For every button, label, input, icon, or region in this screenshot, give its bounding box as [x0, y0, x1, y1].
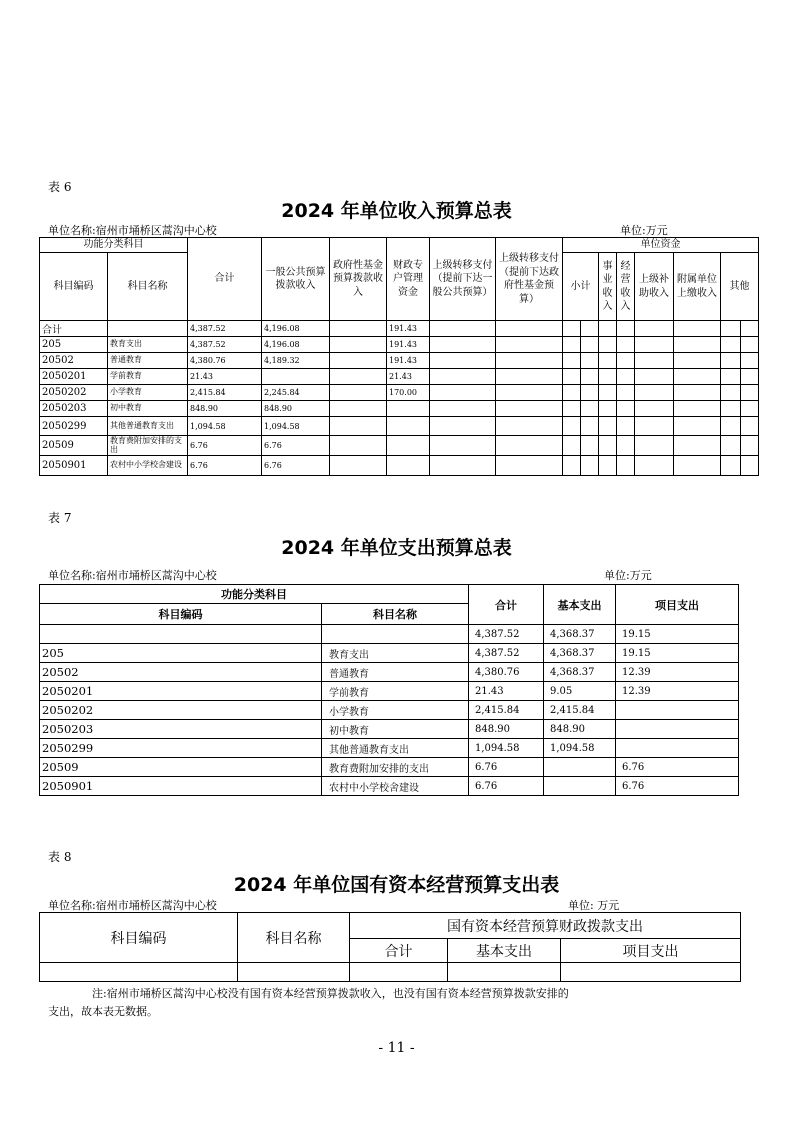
cell-empty	[350, 963, 448, 982]
table-row	[40, 369, 759, 385]
cell-code: 2050299	[40, 739, 322, 758]
cell-code: 2050202	[40, 385, 108, 401]
cell-general-budget: 848.90	[262, 401, 330, 417]
cell-total: 6.76	[469, 758, 544, 777]
table7-unit-name: 单位名称:宿州市埇桥区蒿沟中心校	[48, 569, 217, 582]
cell-affiliate-income	[674, 436, 721, 456]
cell-total: 848.90	[469, 720, 544, 739]
header-name: 科目名称	[238, 913, 350, 963]
cell-empty	[448, 963, 561, 982]
cell-code: 2050203	[40, 720, 322, 739]
cell-basic-expenditure	[544, 777, 616, 796]
cell-subtotal	[581, 353, 599, 369]
cell-basic-expenditure: 2,415.84	[544, 701, 616, 720]
cell-affiliate-income	[674, 417, 721, 436]
cell-code: 合计	[40, 321, 108, 337]
cell-code	[40, 625, 322, 644]
cell-code: 20509	[40, 758, 322, 777]
cell-project-expenditure: 19.15	[616, 625, 739, 644]
cell-transfer-fund	[496, 321, 563, 337]
table7-title: 2024 年单位支出预算总表	[281, 537, 512, 559]
cell-operating-income	[617, 417, 635, 436]
cell-gov-fund	[330, 436, 387, 456]
header-code: 科目编码	[40, 253, 108, 321]
cell-name: 农村中小学校舍建设	[108, 456, 188, 476]
cell-transfer-general	[430, 401, 496, 417]
cell-other	[741, 337, 759, 353]
cell-name: 其他普通教育支出	[322, 739, 469, 758]
cell-general-budget: 4,196.08	[262, 337, 330, 353]
table-row	[40, 321, 759, 337]
cell-subsidy-income	[635, 353, 674, 369]
table-row	[40, 456, 759, 476]
cell-other	[721, 417, 741, 436]
cell-other	[721, 337, 741, 353]
cell-subsidy-income	[635, 417, 674, 436]
cell-project-expenditure	[616, 739, 739, 758]
cell-total: 4,380.76	[188, 353, 262, 369]
header-gov-fund: 政府性基金预算拨款收入	[330, 238, 387, 321]
cell-special-account: 191.43	[387, 353, 430, 369]
cell-gov-fund	[330, 456, 387, 476]
cell-subtotal	[581, 456, 599, 476]
cell-subtotal	[563, 417, 581, 436]
header-total: 合计	[350, 939, 448, 963]
cell-other	[721, 401, 741, 417]
header-basic-expenditure: 基本支出	[448, 939, 561, 963]
cell-total: 6.76	[188, 456, 262, 476]
cell-subtotal	[581, 401, 599, 417]
header-func-category: 功能分类科目	[40, 585, 469, 604]
cell-special-account	[387, 417, 430, 436]
cell-basic-expenditure	[544, 758, 616, 777]
cell-total: 4,387.52	[469, 625, 544, 644]
cell-total: 4,387.52	[469, 644, 544, 663]
cell-project-expenditure: 12.39	[616, 663, 739, 682]
cell-name: 教育费附加安排的支出	[108, 436, 188, 456]
cell-subtotal	[563, 401, 581, 417]
table-row	[40, 417, 759, 436]
cell-affiliate-income	[674, 385, 721, 401]
cell-name: 小学教育	[322, 701, 469, 720]
cell-name: 教育费附加安排的支出	[322, 758, 469, 777]
cell-subtotal	[563, 321, 581, 337]
cell-transfer-fund	[496, 401, 563, 417]
cell-transfer-general	[430, 369, 496, 385]
cell-transfer-general	[430, 436, 496, 456]
cell-transfer-fund	[496, 337, 563, 353]
header-transfer-fund: 上级转移支付（提前下达政府性基金预算）	[496, 238, 563, 321]
table6-label: 表 6	[48, 180, 72, 194]
cell-other	[721, 321, 741, 337]
table6-title: 2024 年单位收入预算总表	[281, 200, 512, 222]
cell-name	[108, 321, 188, 337]
cell-code: 205	[40, 644, 322, 663]
cell-transfer-fund	[496, 456, 563, 476]
table-row	[40, 777, 739, 796]
cell-code: 2050901	[40, 456, 108, 476]
cell-name: 农村中小学校舍建设	[322, 777, 469, 796]
cell-name: 初中教育	[108, 401, 188, 417]
cell-project-expenditure: 6.76	[616, 758, 739, 777]
cell-other	[741, 385, 759, 401]
cell-name: 教育支出	[108, 337, 188, 353]
cell-business-income	[599, 436, 617, 456]
cell-name: 学前教育	[322, 682, 469, 701]
cell-subtotal	[581, 369, 599, 385]
cell-transfer-fund	[496, 436, 563, 456]
cell-code: 2050201	[40, 369, 108, 385]
cell-special-account	[387, 401, 430, 417]
cell-subtotal	[581, 385, 599, 401]
cell-business-income	[599, 456, 617, 476]
cell-project-expenditure: 6.76	[616, 777, 739, 796]
cell-code: 2050202	[40, 701, 322, 720]
table-row	[40, 682, 739, 701]
cell-affiliate-income	[674, 321, 721, 337]
cell-special-account: 170.00	[387, 385, 430, 401]
cell-code: 2050299	[40, 417, 108, 436]
table8-unit-name: 单位名称:宿州市埇桥区蒿沟中心校	[48, 899, 217, 912]
table-row	[40, 337, 759, 353]
cell-gov-fund	[330, 321, 387, 337]
expenditure-budget-table	[39, 584, 739, 796]
header-name: 科目名称	[322, 604, 469, 625]
header-project-expenditure: 项目支出	[616, 585, 739, 625]
cell-special-account	[387, 456, 430, 476]
table-row	[40, 663, 739, 682]
header-business-income: 事业收入	[599, 253, 617, 321]
cell-other	[721, 436, 741, 456]
cell-total: 4,387.52	[188, 337, 262, 353]
cell-gov-fund	[330, 417, 387, 436]
header-subsidy-income: 上级补助收入	[635, 253, 674, 321]
cell-subsidy-income	[635, 385, 674, 401]
cell-operating-income	[617, 385, 635, 401]
cell-total: 1,094.58	[188, 417, 262, 436]
cell-general-budget	[262, 369, 330, 385]
header-other: 其他	[721, 253, 759, 321]
table-row	[40, 625, 739, 644]
cell-special-account: 191.43	[387, 337, 430, 353]
header-func-category: 功能分类科目	[40, 238, 188, 253]
table8-label: 表 8	[48, 850, 72, 864]
cell-business-income	[599, 337, 617, 353]
cell-total: 6.76	[469, 777, 544, 796]
cell-subtotal	[563, 369, 581, 385]
cell-empty	[561, 963, 741, 982]
header-special-account: 财政专户管理资金	[387, 238, 430, 321]
table6-unit: 单位:万元	[620, 224, 668, 237]
cell-subtotal	[563, 353, 581, 369]
table-row	[40, 644, 739, 663]
table6-unit-name: 单位名称:宿州市埇桥区蒿沟中心校	[48, 224, 217, 237]
cell-name: 普通教育	[322, 663, 469, 682]
cell-other	[741, 401, 759, 417]
header-unit-funds: 单位资金	[563, 238, 759, 253]
cell-other	[721, 353, 741, 369]
cell-special-account: 191.43	[387, 321, 430, 337]
cell-gov-fund	[330, 369, 387, 385]
cell-other	[741, 436, 759, 456]
cell-other	[741, 369, 759, 385]
table-row	[40, 739, 739, 758]
cell-name: 小学教育	[108, 385, 188, 401]
cell-name	[322, 625, 469, 644]
cell-general-budget: 4,196.08	[262, 321, 330, 337]
cell-transfer-general	[430, 456, 496, 476]
table8-title: 2024 年单位国有资本经营预算支出表	[233, 874, 560, 896]
income-budget-table	[39, 237, 759, 476]
cell-other	[721, 369, 741, 385]
cell-name: 初中教育	[322, 720, 469, 739]
cell-transfer-general	[430, 321, 496, 337]
cell-affiliate-income	[674, 337, 721, 353]
cell-general-budget: 6.76	[262, 456, 330, 476]
cell-subtotal	[563, 385, 581, 401]
table7-unit: 单位:万元	[604, 569, 652, 582]
cell-subtotal	[563, 436, 581, 456]
table-row	[40, 385, 759, 401]
cell-subsidy-income	[635, 321, 674, 337]
cell-affiliate-income	[674, 456, 721, 476]
cell-subsidy-income	[635, 337, 674, 353]
cell-code: 20509	[40, 436, 108, 456]
cell-business-income	[599, 369, 617, 385]
cell-affiliate-income	[674, 369, 721, 385]
cell-code: 2050203	[40, 401, 108, 417]
cell-code: 205	[40, 337, 108, 353]
cell-operating-income	[617, 337, 635, 353]
cell-gov-fund	[330, 385, 387, 401]
table8-note-line2: 支出，故本表无数据。	[48, 1005, 158, 1018]
cell-basic-expenditure: 4,368.37	[544, 625, 616, 644]
cell-business-income	[599, 353, 617, 369]
header-total: 合计	[188, 238, 262, 321]
header-subtotal: 小计	[563, 253, 599, 321]
cell-total: 4,387.52	[188, 321, 262, 337]
cell-operating-income	[617, 436, 635, 456]
cell-name: 教育支出	[322, 644, 469, 663]
cell-business-income	[599, 417, 617, 436]
cell-total: 21.43	[188, 369, 262, 385]
cell-basic-expenditure: 1,094.58	[544, 739, 616, 758]
cell-gov-fund	[330, 401, 387, 417]
cell-code: 2050201	[40, 682, 322, 701]
cell-total: 6.76	[188, 436, 262, 456]
header-project-expenditure: 项目支出	[561, 939, 741, 963]
cell-business-income	[599, 401, 617, 417]
cell-other	[721, 456, 741, 476]
cell-code: 2050901	[40, 777, 322, 796]
cell-subsidy-income	[635, 401, 674, 417]
table-row	[40, 720, 739, 739]
cell-other	[741, 353, 759, 369]
cell-name: 学前教育	[108, 369, 188, 385]
header-code: 科目编码	[40, 604, 322, 625]
header-capital-expenditure: 国有资本经营预算财政拨款支出	[350, 913, 741, 939]
cell-general-budget: 2,245.84	[262, 385, 330, 401]
cell-gov-fund	[330, 337, 387, 353]
cell-project-expenditure: 12.39	[616, 682, 739, 701]
cell-basic-expenditure: 848.90	[544, 720, 616, 739]
cell-affiliate-income	[674, 401, 721, 417]
cell-subtotal	[581, 337, 599, 353]
cell-affiliate-income	[674, 353, 721, 369]
page-number: - 11 -	[378, 1040, 415, 1056]
cell-special-account	[387, 436, 430, 456]
header-basic-expenditure: 基本支出	[544, 585, 616, 625]
table8-note-line1: 注:宿州市埇桥区蒿沟中心校没有国有资本经营预算拨款收入，也没有国有资本经营预算拨款安排的	[92, 987, 569, 1000]
header-name: 科目名称	[108, 253, 188, 321]
cell-subtotal	[563, 456, 581, 476]
cell-basic-expenditure: 4,368.37	[544, 644, 616, 663]
state-capital-budget-table	[39, 912, 741, 982]
cell-transfer-fund	[496, 417, 563, 436]
cell-transfer-general	[430, 337, 496, 353]
cell-transfer-fund	[496, 353, 563, 369]
cell-total: 21.43	[469, 682, 544, 701]
cell-subtotal	[581, 417, 599, 436]
cell-basic-expenditure: 9.05	[544, 682, 616, 701]
cell-subtotal	[581, 321, 599, 337]
table-row	[40, 401, 759, 417]
cell-special-account: 21.43	[387, 369, 430, 385]
cell-project-expenditure	[616, 701, 739, 720]
cell-subtotal	[581, 436, 599, 456]
cell-transfer-fund	[496, 385, 563, 401]
cell-business-income	[599, 385, 617, 401]
header-operating-income: 经营收入	[617, 253, 635, 321]
cell-total: 848.90	[188, 401, 262, 417]
cell-total: 1,094.58	[469, 739, 544, 758]
cell-operating-income	[617, 456, 635, 476]
cell-other	[741, 456, 759, 476]
cell-empty	[40, 963, 238, 982]
cell-total: 4,380.76	[469, 663, 544, 682]
cell-operating-income	[617, 369, 635, 385]
cell-code: 20502	[40, 353, 108, 369]
header-affiliate-income: 附属单位上缴收入	[674, 253, 721, 321]
cell-transfer-general	[430, 385, 496, 401]
cell-subsidy-income	[635, 456, 674, 476]
cell-total: 2,415.84	[469, 701, 544, 720]
cell-operating-income	[617, 353, 635, 369]
table-row	[40, 436, 759, 456]
table-row-empty	[40, 963, 741, 982]
cell-transfer-general	[430, 353, 496, 369]
cell-empty	[238, 963, 350, 982]
header-general-budget: 一般公共预算拨款收入	[262, 238, 330, 321]
cell-total: 2,415.84	[188, 385, 262, 401]
cell-business-income	[599, 321, 617, 337]
cell-name: 普通教育	[108, 353, 188, 369]
cell-basic-expenditure: 4,368.37	[544, 663, 616, 682]
header-code: 科目编码	[40, 913, 238, 963]
cell-operating-income	[617, 321, 635, 337]
cell-other	[741, 321, 759, 337]
table8-unit: 单位: 万元	[568, 899, 620, 912]
cell-name: 其他普通教育支出	[108, 417, 188, 436]
cell-general-budget: 6.76	[262, 436, 330, 456]
header-transfer-general: 上级转移支付（提前下达一般公共预算）	[430, 238, 496, 321]
table-row	[40, 353, 759, 369]
cell-project-expenditure	[616, 720, 739, 739]
cell-project-expenditure: 19.15	[616, 644, 739, 663]
cell-transfer-general	[430, 417, 496, 436]
cell-other	[741, 417, 759, 436]
table-row	[40, 701, 739, 720]
cell-general-budget: 1,094.58	[262, 417, 330, 436]
cell-gov-fund	[330, 353, 387, 369]
cell-general-budget: 4,189.32	[262, 353, 330, 369]
table-row	[40, 758, 739, 777]
cell-subsidy-income	[635, 369, 674, 385]
cell-other	[721, 385, 741, 401]
header-total: 合计	[469, 585, 544, 625]
cell-operating-income	[617, 401, 635, 417]
cell-transfer-fund	[496, 369, 563, 385]
cell-subsidy-income	[635, 436, 674, 456]
cell-subtotal	[563, 337, 581, 353]
cell-code: 20502	[40, 663, 322, 682]
table7-label: 表 7	[48, 511, 72, 525]
